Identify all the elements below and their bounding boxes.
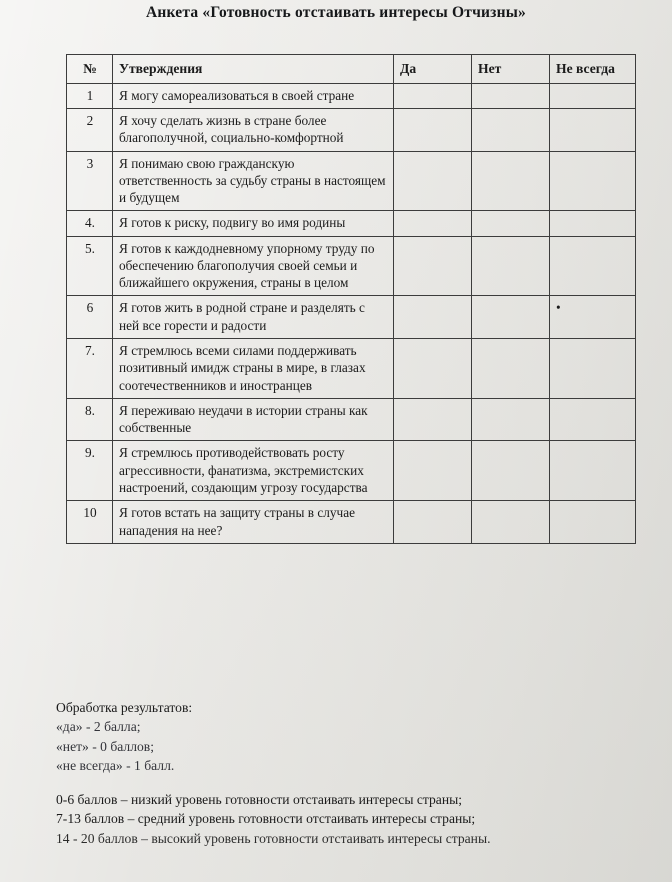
table-row — [67, 83, 636, 108]
results-notes — [56, 698, 656, 848]
header-yes: Да — [394, 55, 472, 84]
answer-cell-no[interactable] — [472, 441, 550, 501]
table-row — [67, 339, 636, 399]
table-row — [67, 211, 636, 236]
answer-cell-yes[interactable] — [394, 151, 472, 211]
table-header — [67, 55, 636, 84]
row-number: 10 — [67, 501, 113, 544]
answer-cell-not-always[interactable] — [550, 441, 636, 501]
answer-cell-no[interactable] — [472, 296, 550, 339]
table-row — [67, 398, 636, 441]
answer-cell-yes[interactable] — [394, 211, 472, 236]
document-title: Анкета «Готовность отстаивать интересы Отчизны» — [146, 4, 526, 21]
answer-cell-not-always[interactable]: • — [550, 296, 636, 339]
scoring-line-no: «нет» - 0 баллов; — [56, 738, 154, 754]
table-row — [67, 236, 636, 296]
answer-cell-no[interactable] — [472, 339, 550, 399]
table-row — [67, 501, 636, 544]
answer-cell-no[interactable] — [472, 398, 550, 441]
answer-cell-no[interactable] — [472, 236, 550, 296]
level-medium: 7-13 баллов – средний уровень готовности отстаивать интересы страны; — [56, 811, 476, 827]
row-statement: Я стремлюсь противодействовать росту агрессивности, фанатизма, экстремистских настроений, создающим угрозу государства — [113, 441, 394, 501]
levels-block — [56, 790, 656, 848]
table-row — [67, 108, 636, 151]
table-row — [67, 151, 636, 211]
answer-cell-not-always[interactable] — [550, 83, 636, 108]
row-statement: Я понимаю свою гражданскую ответственность за судьбу страны в настоящем и будущем — [113, 151, 394, 211]
level-low: 0-6 баллов – низкий уровень готовности отстаивать интересы страны; — [56, 792, 463, 808]
row-statement: Я готов встать на защиту страны в случае нападения на нее? — [113, 501, 394, 544]
answer-cell-not-always[interactable] — [550, 501, 636, 544]
row-statement: Я могу самореализоваться в своей стране — [113, 83, 394, 108]
header-no: Нет — [472, 55, 550, 84]
row-number: 4. — [67, 211, 113, 236]
answer-cell-yes[interactable] — [394, 441, 472, 501]
answer-cell-no[interactable] — [472, 211, 550, 236]
answer-cell-yes[interactable] — [394, 108, 472, 151]
row-statement: Я хочу сделать жизнь в стране более благополучной, социально-комфортной — [113, 108, 394, 151]
answer-cell-not-always[interactable] — [550, 151, 636, 211]
row-statement: Я готов к каждодневному упорному труду по обеспечению благополучия своей семьи и ближайшего окружения, страны в целом — [113, 236, 394, 296]
level-high: 14 - 20 баллов – высокий уровень готовности отстаивать интересы страны. — [56, 830, 491, 846]
table-body — [67, 83, 636, 543]
row-number: 2 — [67, 108, 113, 151]
answer-cell-yes[interactable] — [394, 339, 472, 399]
row-statement: Я готов жить в родной стране и разделять с ней все горести и радости — [113, 296, 394, 339]
answer-cell-no[interactable] — [472, 108, 550, 151]
table-row — [67, 441, 636, 501]
row-number: 8. — [67, 398, 113, 441]
answer-cell-not-always[interactable] — [550, 211, 636, 236]
scoring-line-yes: «да» - 2 балла; — [56, 719, 141, 735]
survey-table — [66, 54, 636, 544]
notes-heading: Обработка результатов: — [56, 700, 193, 715]
scoring-line-not-always: «не всегда» - 1 балл. — [56, 757, 175, 773]
row-number: 5. — [67, 236, 113, 296]
row-number: 3 — [67, 151, 113, 211]
row-number: 9. — [67, 441, 113, 501]
answer-cell-no[interactable] — [472, 83, 550, 108]
answer-cell-yes[interactable] — [394, 236, 472, 296]
answer-cell-not-always[interactable] — [550, 108, 636, 151]
table-row — [67, 296, 636, 339]
answer-cell-not-always[interactable] — [550, 236, 636, 296]
header-not-always: Не всегда — [550, 55, 636, 84]
header-number: № — [67, 55, 113, 84]
answer-cell-no[interactable] — [472, 151, 550, 211]
row-statement: Я переживаю неудачи в истории страны как собственные — [113, 398, 394, 441]
row-statement: Я стремлюсь всеми силами поддерживать позитивный имидж страны в мире, в глазах соотечественников и иностранцев — [113, 339, 394, 399]
header-row — [67, 55, 636, 84]
answer-cell-yes[interactable] — [394, 501, 472, 544]
answer-cell-not-always[interactable] — [550, 339, 636, 399]
answer-cell-yes[interactable] — [394, 398, 472, 441]
survey-table-container — [66, 54, 636, 544]
answer-cell-yes[interactable] — [394, 296, 472, 339]
answer-cell-yes[interactable] — [394, 83, 472, 108]
row-number: 1 — [67, 83, 113, 108]
row-number: 7. — [67, 339, 113, 399]
answer-cell-no[interactable] — [472, 501, 550, 544]
row-number: 6 — [67, 296, 113, 339]
header-statement: Утверждения — [113, 55, 394, 84]
row-statement: Я готов к риску, подвигу во имя родины — [113, 211, 394, 236]
answer-cell-not-always[interactable] — [550, 398, 636, 441]
